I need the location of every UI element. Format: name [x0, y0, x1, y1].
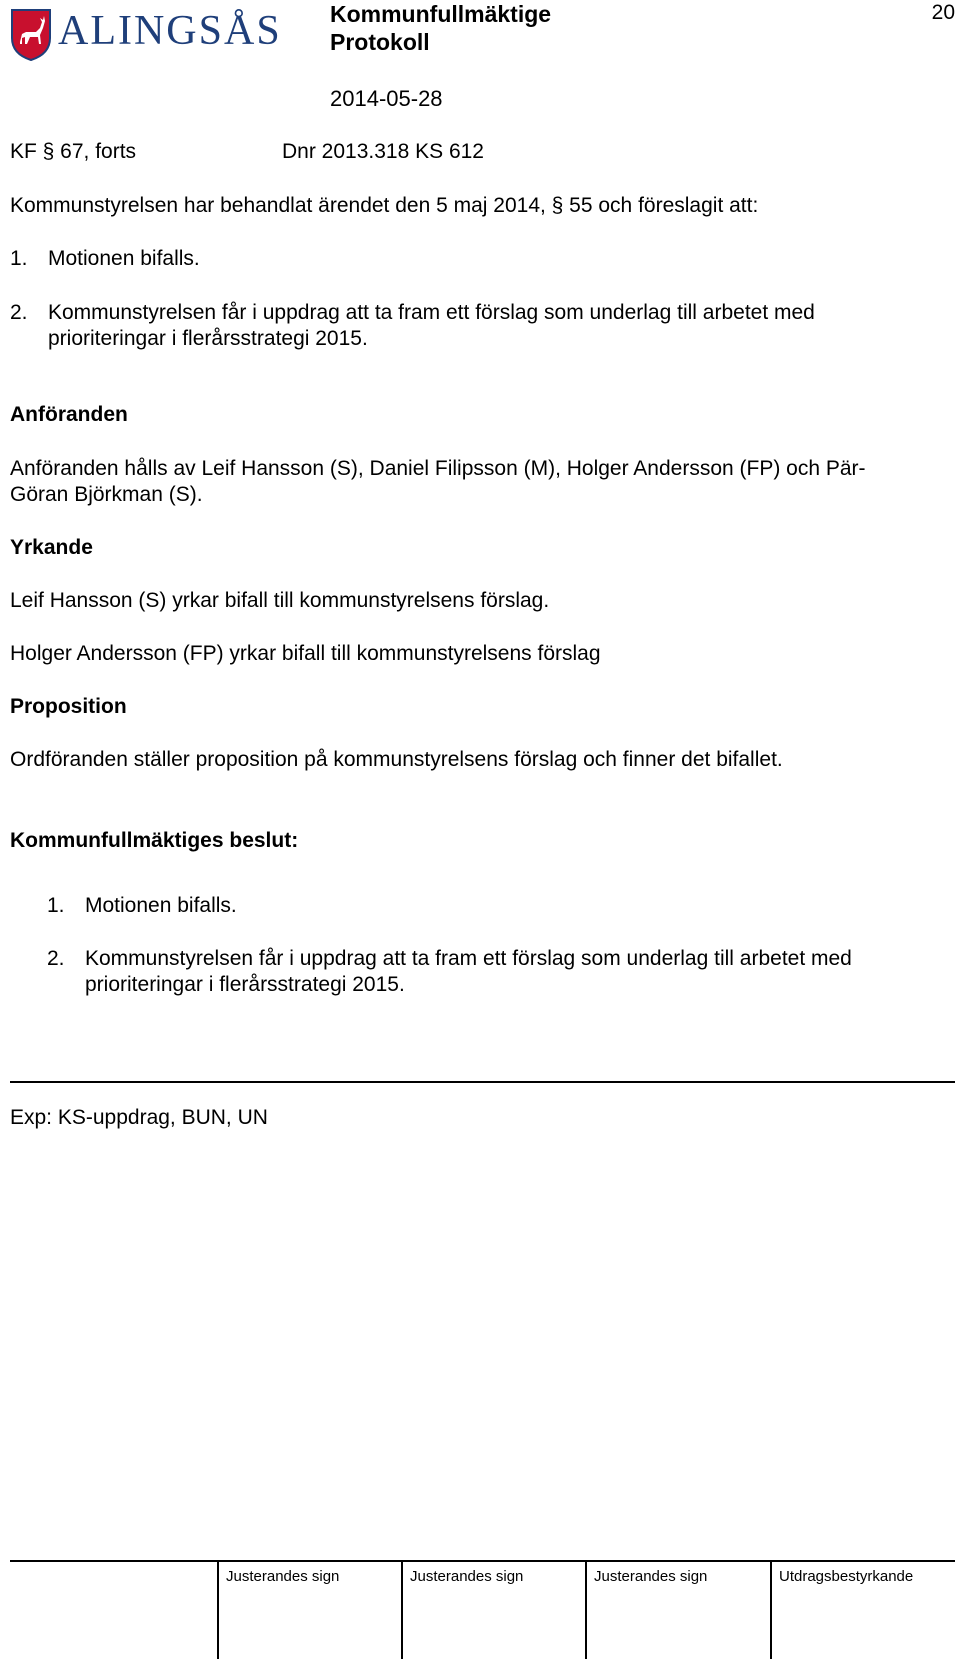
document-title: Kommunfullmäktige	[330, 1, 552, 27]
decision-text: Motionen bifalls.	[85, 894, 237, 917]
yrkande-text: Holger Andersson (FP) yrkar bifall till kommunstyrelsens förslag	[10, 642, 601, 665]
signature-box-divider	[217, 1560, 219, 1659]
section-heading-proposition: Proposition	[10, 695, 127, 718]
proposal-text: Kommunstyrelsen får i uppdrag att ta fram ett förslag som underlag till arbetet med	[48, 301, 815, 324]
yrkande-text: Leif Hansson (S) yrkar bifall till kommunstyrelsens förslag.	[10, 589, 550, 612]
page-number: 20	[931, 1, 955, 24]
decision-number: 1.	[47, 894, 65, 917]
section-heading-anforanden: Anföranden	[10, 403, 128, 426]
decision-number: 2.	[47, 947, 65, 970]
signature-box-divider	[401, 1560, 403, 1659]
signature-label: Utdragsbestyrkande	[779, 1568, 914, 1585]
anforanden-text-continued: Göran Björkman (S).	[10, 483, 203, 506]
case-reference: KF § 67, forts	[10, 140, 137, 163]
signature-label: Justerandes sign	[594, 1568, 708, 1585]
proposal-number: 1.	[10, 247, 28, 270]
proposal-number: 2.	[10, 301, 28, 324]
logo-wordmark: ALINGSÅS	[58, 8, 282, 54]
diary-number: Dnr 2013.318 KS 612	[282, 140, 484, 163]
decision-text-continued: prioriteringar i flerårsstrategi 2015.	[85, 973, 405, 996]
signature-box-divider	[770, 1560, 772, 1659]
section-heading-beslut: Kommunfullmäktiges beslut:	[10, 829, 299, 852]
intro-text: Kommunstyrelsen har behandlat ärendet den 5 maj 2014, § 55 och föreslagit att:	[10, 194, 759, 217]
coat-of-arms-icon	[10, 8, 52, 62]
signature-label: Justerandes sign	[226, 1568, 340, 1585]
signature-box-divider	[585, 1560, 587, 1659]
decision-text: Kommunstyrelsen får i uppdrag att ta fram ett förslag som underlag till arbetet med	[85, 947, 852, 970]
section-heading-yrkande: Yrkande	[10, 536, 93, 559]
expedition-list: Exp: KS-uppdrag, BUN, UN	[10, 1106, 268, 1129]
proposition-text: Ordföranden ställer proposition på kommunstyrelsens förslag och finner det bifallet.	[10, 748, 783, 771]
proposal-text-continued: prioriteringar i flerårsstrategi 2015.	[48, 327, 368, 350]
signature-label: Justerandes sign	[410, 1568, 524, 1585]
footer-top-rule	[10, 1560, 955, 1562]
anforanden-text: Anföranden hålls av Leif Hansson (S), Daniel Filipsson (M), Holger Andersson (FP) och Pär-	[10, 457, 866, 480]
document-type: Protokoll	[330, 29, 430, 55]
proposal-text: Motionen bifalls.	[48, 247, 200, 270]
meeting-date: 2014-05-28	[330, 86, 443, 111]
municipality-logo	[10, 6, 300, 64]
section-divider	[10, 1081, 955, 1083]
